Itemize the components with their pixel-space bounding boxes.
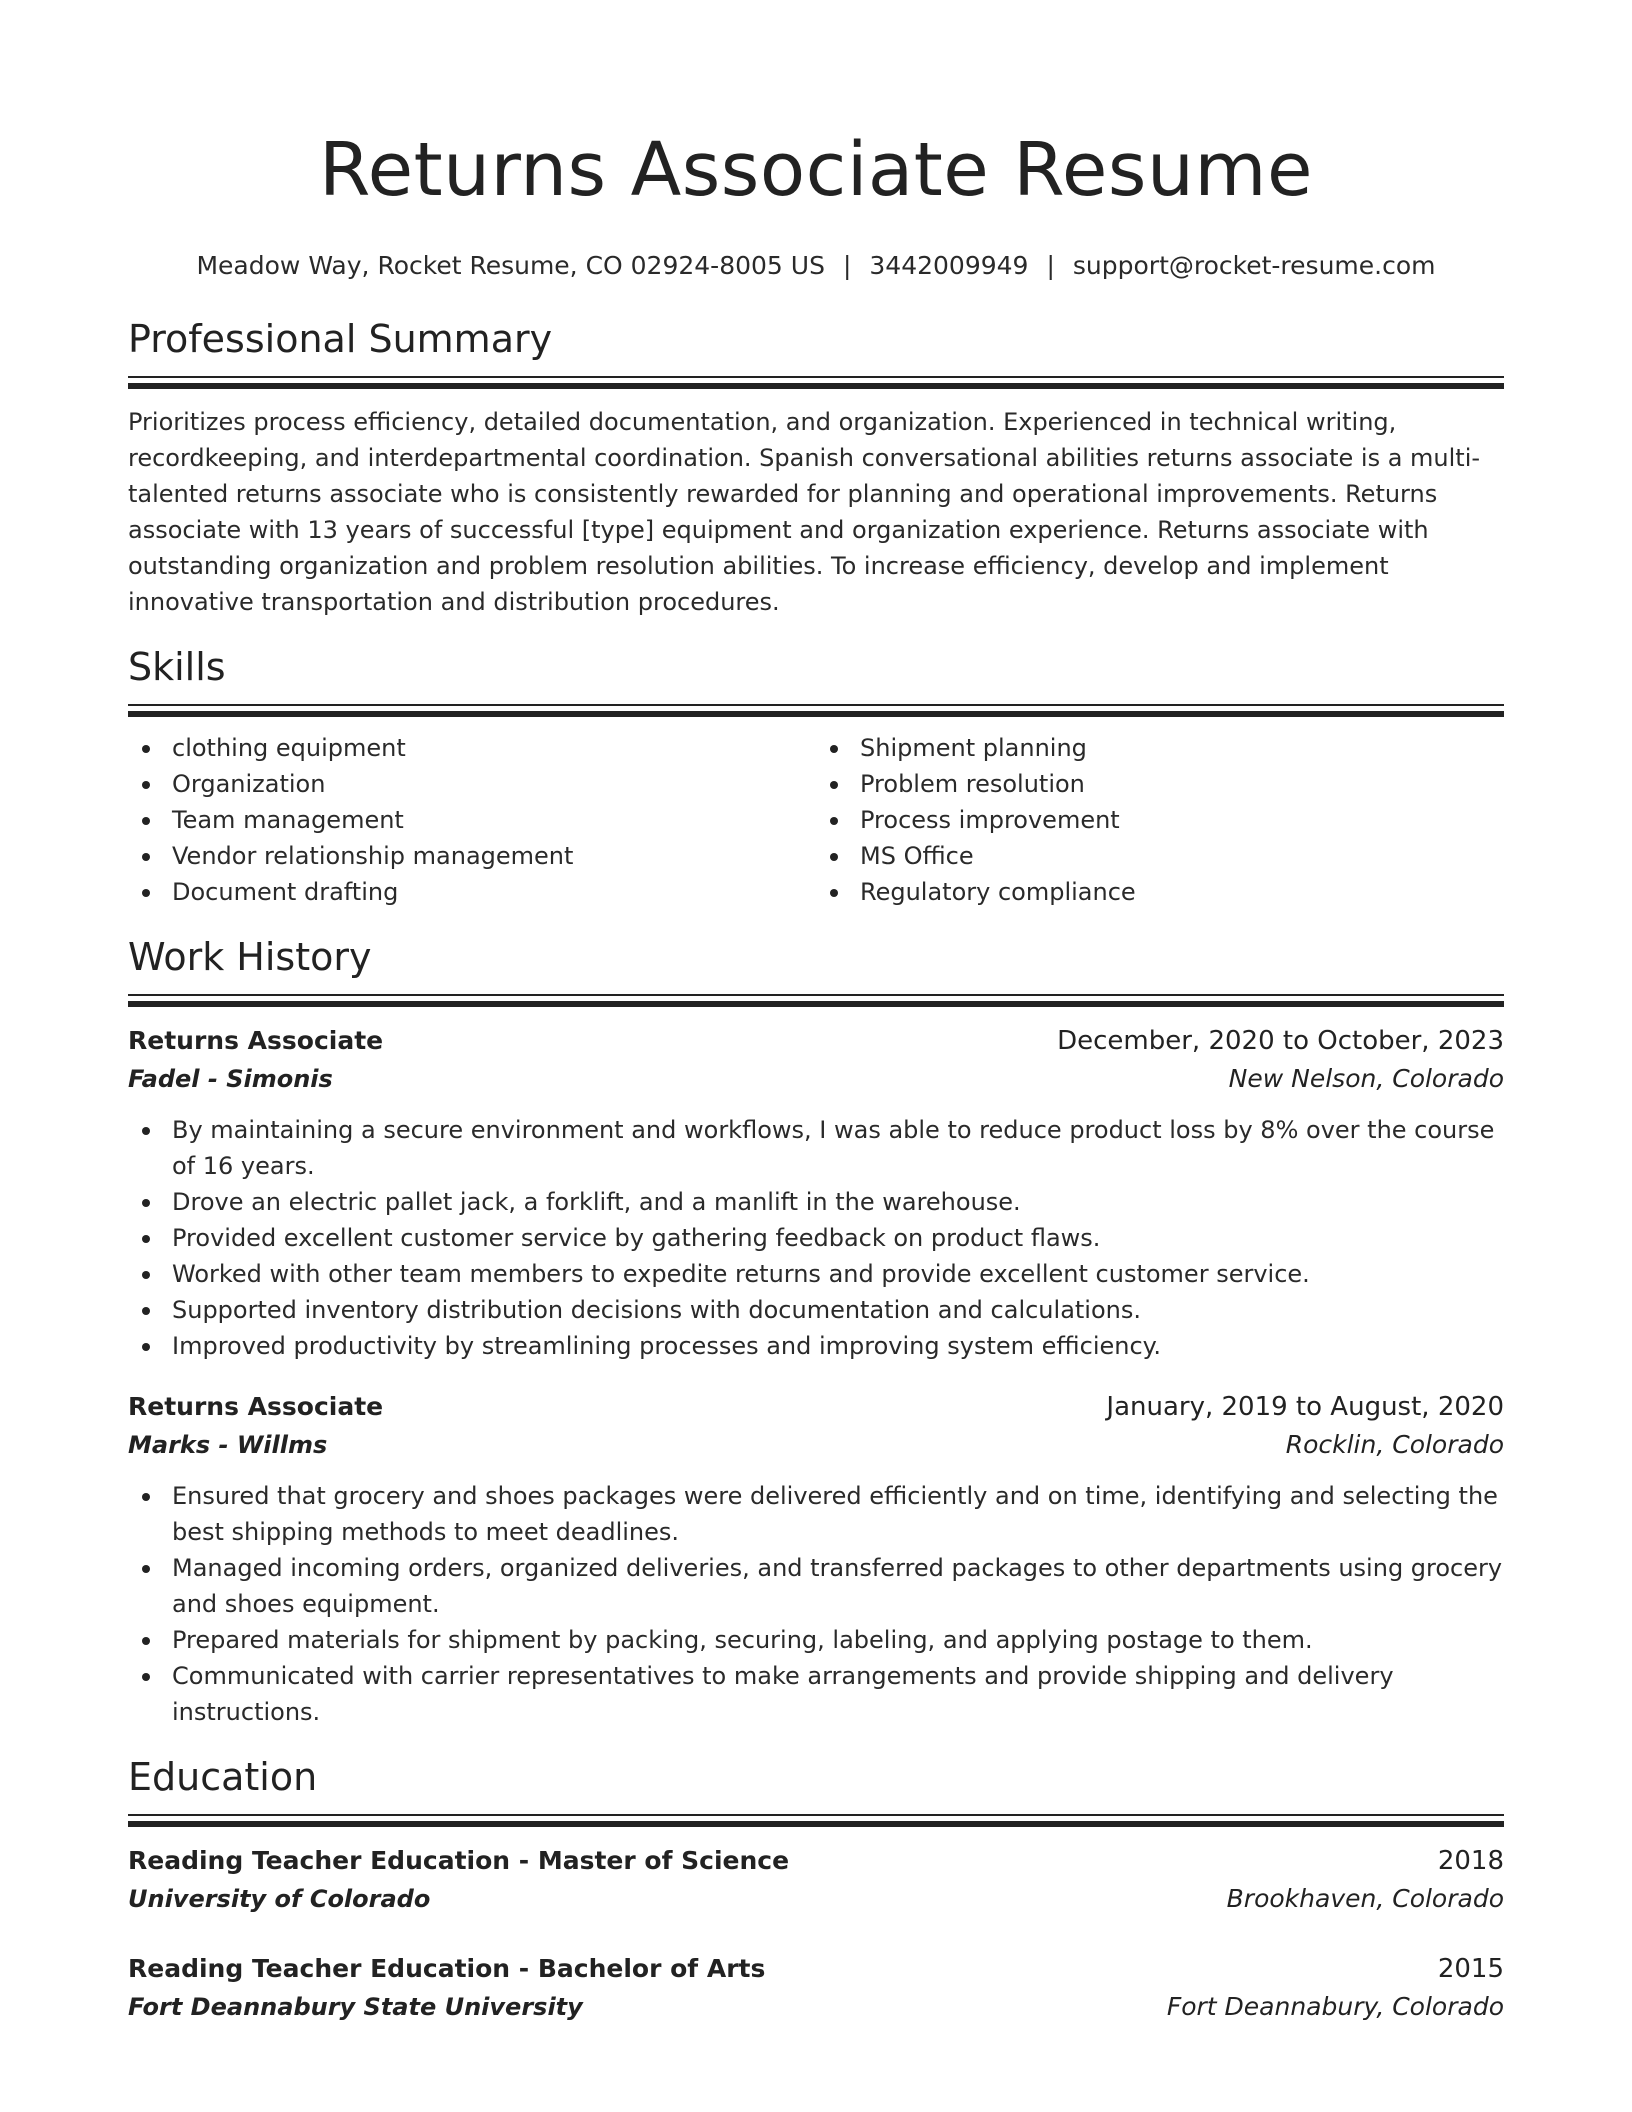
contact-separator: | xyxy=(842,251,852,280)
job-bullet: By maintaining a secure environment and workflows, I was able to reduce product loss by 8% over the course of 16 years. xyxy=(128,1112,1504,1184)
section-divider xyxy=(128,704,1504,716)
job-location: New Nelson, Colorado xyxy=(1228,1064,1504,1093)
skill-item: Shipment planning xyxy=(816,730,1504,766)
education-school: University of Colorado xyxy=(128,1885,431,1913)
skill-item: Document drafting xyxy=(128,874,816,910)
skill-item: MS Office xyxy=(816,838,1504,874)
skill-item: Regulatory compliance xyxy=(816,874,1504,910)
job-bullet: Improved productivity by streamlining processes and improving system efficiency. xyxy=(128,1328,1504,1364)
education-school-row xyxy=(128,1880,1504,1918)
education-section xyxy=(128,1752,1504,2026)
contact-email: support@rocket-resume.com xyxy=(1072,251,1436,280)
skill-item: Process improvement xyxy=(816,802,1504,838)
job-entry xyxy=(128,1388,1504,1730)
job-bullet: Supported inventory distribution decisions with documentation and calculations. xyxy=(128,1292,1504,1328)
job-company: Marks - Willms xyxy=(128,1431,328,1459)
education-degree: Reading Teacher Education - Master of Science xyxy=(128,1846,790,1875)
skill-item: Vendor relationship management xyxy=(128,838,816,874)
skill-item: clothing equipment xyxy=(128,730,816,766)
job-header-row xyxy=(128,1388,1504,1426)
job-bullets xyxy=(128,1478,1504,1730)
contact-separator: | xyxy=(1046,251,1055,280)
skill-item: Team management xyxy=(128,802,816,838)
job-company: Fadel - Simonis xyxy=(128,1065,333,1093)
education-school: Fort Deannabury State University xyxy=(128,1993,583,2021)
job-location: Rocklin, Colorado xyxy=(1285,1430,1504,1459)
job-dates: December, 2020 to October, 2023 xyxy=(1057,1026,1504,1056)
job-company-row xyxy=(128,1426,1504,1464)
contact-address: Meadow Way, Rocket Resume, CO 02924-8005 US xyxy=(196,251,825,280)
section-heading-summary: Professional Summary xyxy=(128,317,553,361)
contact-line xyxy=(128,248,1504,284)
job-header-row xyxy=(128,1022,1504,1060)
skills-columns xyxy=(128,730,1504,910)
education-entry xyxy=(128,1842,1504,1918)
section-heading-skills: Skills xyxy=(128,645,226,689)
job-bullet: Communicated with carrier representatives to make arrangements and provide shipping and delivery instructions. xyxy=(128,1658,1504,1730)
education-location: Brookhaven, Colorado xyxy=(1226,1884,1504,1913)
skills-list-left xyxy=(128,730,816,910)
work-section xyxy=(128,932,1504,1730)
section-heading-education: Education xyxy=(128,1755,318,1799)
job-bullets xyxy=(128,1112,1504,1364)
section-divider xyxy=(128,994,1504,1006)
education-school-row xyxy=(128,1988,1504,2026)
education-location: Fort Deannabury, Colorado xyxy=(1166,1992,1504,2021)
skill-item: Problem resolution xyxy=(816,766,1504,802)
section-heading-work: Work History xyxy=(128,935,372,979)
education-degree: Reading Teacher Education - Bachelor of Arts xyxy=(128,1954,766,1983)
job-bullet: Prepared materials for shipment by packing, securing, labeling, and applying postage to them. xyxy=(128,1622,1504,1658)
job-bullet: Worked with other team members to expedite returns and provide excellent customer service. xyxy=(128,1256,1504,1292)
job-bullet: Provided excellent customer service by gathering feedback on product flaws. xyxy=(128,1220,1504,1256)
education-entry xyxy=(128,1950,1504,2026)
job-bullet: Managed incoming orders, organized deliveries, and transferred packages to other departments using grocery and shoes equipment. xyxy=(128,1550,1504,1622)
job-bullet: Ensured that grocery and shoes packages were delivered efficiently and on time, identifying and selecting the best shipping methods to meet deadlines. xyxy=(128,1478,1504,1550)
section-divider xyxy=(128,376,1504,388)
job-dates: January, 2019 to August, 2020 xyxy=(1106,1392,1504,1422)
education-header-row xyxy=(128,1842,1504,1880)
skill-item: Organization xyxy=(128,766,816,802)
skills-section xyxy=(128,642,1504,910)
contact-phone: 3442009949 xyxy=(869,251,1029,280)
summary-section xyxy=(128,314,1504,620)
education-header-row xyxy=(128,1950,1504,1988)
education-year: 2018 xyxy=(1437,1846,1504,1876)
job-entry xyxy=(128,1022,1504,1364)
section-divider xyxy=(128,1814,1504,1826)
education-year: 2015 xyxy=(1437,1954,1504,1984)
job-title: Returns Associate xyxy=(128,1392,384,1421)
summary-text: Prioritizes process efficiency, detailed documentation, and organization. Experienced in technical writing, recordkeeping, and interdepartmental coordination. Spanish conversational abilities returns associate is a multi-talented returns associate who is consistently rewarded for planning and operational improvements. Returns associate with 13 years of successful [type] equipment and organization experience. Returns associate with outstanding organization and problem resolution abilities. To increase efficiency, develop and implement innovative transportation and distribution procedures. xyxy=(128,408,1481,616)
job-title: Returns Associate xyxy=(128,1026,384,1055)
job-company-row xyxy=(128,1060,1504,1098)
resume-title: Returns Associate Resume xyxy=(319,127,1313,213)
skills-list-right xyxy=(816,730,1504,910)
job-bullet: Drove an electric pallet jack, a forklift, and a manlift in the warehouse. xyxy=(128,1184,1504,1220)
